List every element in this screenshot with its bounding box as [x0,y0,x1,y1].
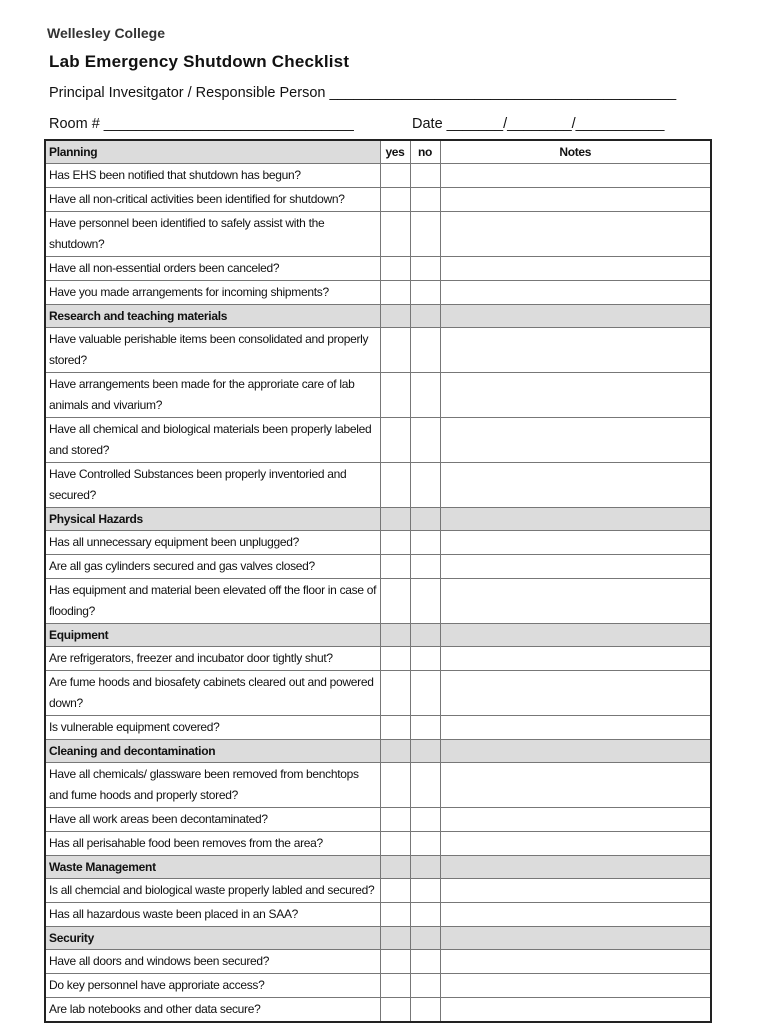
checklist-row [45,763,711,808]
no-checkbox-cell[interactable] [410,328,440,373]
section-notes-cell [440,740,711,763]
question-text: Are all gas cylinders secured and gas valves closed? [45,555,380,579]
notes-cell[interactable] [440,188,711,212]
checklist-row [45,531,711,555]
notes-cell[interactable] [440,373,711,418]
yes-checkbox-cell[interactable] [380,188,410,212]
section-yes-cell [380,927,410,950]
section-yes-cell [380,508,410,531]
section-notes-cell [440,305,711,328]
section-yes-cell [380,305,410,328]
yes-checkbox-cell[interactable] [380,647,410,671]
no-checkbox-cell[interactable] [410,418,440,463]
notes-cell[interactable] [440,212,711,257]
section-no-cell [410,740,440,763]
checklist-row [45,832,711,856]
notes-cell[interactable] [440,555,711,579]
checklist-row [45,716,711,740]
notes-cell[interactable] [440,763,711,808]
checklist-row [45,579,711,624]
checklist-row [45,164,711,188]
checklist-row [45,257,711,281]
page-title: Lab Emergency Shutdown Checklist [49,52,350,71]
section-notes-cell [440,927,711,950]
no-column-header: no [410,140,440,164]
question-text: Is all chemcial and biological waste properly labled and secured? [45,879,380,903]
no-checkbox-cell[interactable] [410,188,440,212]
section-yes-cell [380,740,410,763]
section-header-row [45,305,711,328]
section-title: Physical Hazards [45,508,380,531]
question-text: Have all doors and windows been secured? [45,950,380,974]
question-text: Have all non-essential orders been canceled? [45,257,380,281]
question-text: Are fume hoods and biosafety cabinets cleared out and powered down? [45,671,380,716]
yes-checkbox-cell[interactable] [380,974,410,998]
checklist-row [45,974,711,998]
notes-cell[interactable] [440,257,711,281]
notes-cell[interactable] [440,281,711,305]
section-title: Cleaning and decontamination [45,740,380,763]
question-text: Have you made arrangements for incoming shipments? [45,281,380,305]
checklist-row [45,903,711,927]
section-no-cell [410,856,440,879]
notes-cell[interactable] [440,463,711,508]
section-header-row [45,508,711,531]
no-checkbox-cell[interactable] [410,903,440,927]
yes-checkbox-cell[interactable] [380,531,410,555]
yes-checkbox-cell[interactable] [380,164,410,188]
section-notes-cell [440,624,711,647]
checklist-row [45,998,711,1023]
question-text: Are refrigerators, freezer and incubator door tightly shut? [45,647,380,671]
yes-checkbox-cell[interactable] [380,998,410,1023]
no-checkbox-cell[interactable] [410,998,440,1023]
notes-cell[interactable] [440,903,711,927]
section-notes-cell [440,508,711,531]
no-checkbox-cell[interactable] [410,716,440,740]
question-text: Has all perisahable food been removes from the area? [45,832,380,856]
checklist-row [45,281,711,305]
no-checkbox-cell[interactable] [410,808,440,832]
no-checkbox-cell[interactable] [410,212,440,257]
question-text: Has all hazardous waste been placed in an SAA? [45,903,380,927]
no-checkbox-cell[interactable] [410,832,440,856]
no-checkbox-cell[interactable] [410,531,440,555]
yes-checkbox-cell[interactable] [380,281,410,305]
yes-checkbox-cell[interactable] [380,555,410,579]
question-text: Have personnel been identified to safely assist with the shutdown? [45,212,380,257]
checklist-row [45,647,711,671]
section-title: Planning [45,140,380,164]
checklist-row [45,212,711,257]
checklist-row [45,879,711,903]
question-text: Do key personnel have approriate access? [45,974,380,998]
section-header-row [45,856,711,879]
yes-checkbox-cell[interactable] [380,716,410,740]
question-text: Have all chemical and biological materials been properly labeled and stored? [45,418,380,463]
no-checkbox-cell[interactable] [410,555,440,579]
notes-cell[interactable] [440,950,711,974]
no-checkbox-cell[interactable] [410,373,440,418]
yes-column-header: yes [380,140,410,164]
date-field[interactable]: Date _______/________/___________ [412,116,665,132]
checklist-row [45,950,711,974]
yes-checkbox-cell[interactable] [380,212,410,257]
yes-checkbox-cell[interactable] [380,579,410,624]
notes-cell[interactable] [440,832,711,856]
no-checkbox-cell[interactable] [410,647,440,671]
section-title: Equipment [45,624,380,647]
notes-cell[interactable] [440,671,711,716]
yes-checkbox-cell[interactable] [380,763,410,808]
section-header-row [45,927,711,950]
question-text: Has all unnecessary equipment been unplugged? [45,531,380,555]
checklist-row [45,328,711,373]
yes-checkbox-cell[interactable] [380,903,410,927]
section-header-row [45,740,711,763]
checklist-row [45,418,711,463]
checklist-body [45,140,711,1022]
no-checkbox-cell[interactable] [410,257,440,281]
checklist-row [45,671,711,716]
no-checkbox-cell[interactable] [410,974,440,998]
section-no-cell [410,305,440,328]
yes-checkbox-cell[interactable] [380,879,410,903]
yes-checkbox-cell[interactable] [380,808,410,832]
no-checkbox-cell[interactable] [410,164,440,188]
yes-checkbox-cell[interactable] [380,463,410,508]
question-text: Have Controlled Substances been properly inventoried and secured? [45,463,380,508]
question-text: Have arrangements been made for the approriate care of lab animals and vivarium? [45,373,380,418]
notes-cell[interactable] [440,164,711,188]
yes-checkbox-cell[interactable] [380,373,410,418]
principal-investigator-field[interactable]: Principal Invesitgator / Responsible Person ___________________________________________ [49,85,677,101]
no-checkbox-cell[interactable] [410,463,440,508]
room-number-field[interactable]: Room # _______________________________ [49,116,354,132]
section-title: Research and teaching materials [45,305,380,328]
notes-cell[interactable] [440,531,711,555]
question-text: Have valuable perishable items been consolidated and properly stored? [45,328,380,373]
no-checkbox-cell[interactable] [410,950,440,974]
no-checkbox-cell[interactable] [410,763,440,808]
section-notes-cell [440,856,711,879]
notes-cell[interactable] [440,418,711,463]
no-checkbox-cell[interactable] [410,579,440,624]
section-header-row [45,624,711,647]
yes-checkbox-cell[interactable] [380,671,410,716]
section-yes-cell [380,624,410,647]
question-text: Have all chemicals/ glassware been removed from benchtops and fume hoods and properly stored? [45,763,380,808]
no-checkbox-cell[interactable] [410,671,440,716]
notes-cell[interactable] [440,328,711,373]
checklist-row [45,555,711,579]
no-checkbox-cell[interactable] [410,879,440,903]
yes-checkbox-cell[interactable] [380,832,410,856]
section-no-cell [410,624,440,647]
question-text: Have all non-critical activities been identified for shutdown? [45,188,380,212]
notes-cell[interactable] [440,579,711,624]
section-header-row [45,140,711,164]
yes-checkbox-cell[interactable] [380,950,410,974]
yes-checkbox-cell[interactable] [380,418,410,463]
notes-cell[interactable] [440,808,711,832]
question-text: Are lab notebooks and other data secure? [45,998,380,1023]
checklist-row [45,808,711,832]
section-title: Security [45,927,380,950]
checklist-table [44,139,712,1023]
section-no-cell [410,927,440,950]
checklist-row [45,463,711,508]
notes-cell[interactable] [440,716,711,740]
question-text: Has equipment and material been elevated off the floor in case of flooding? [45,579,380,624]
notes-cell[interactable] [440,998,711,1023]
question-text: Is vulnerable equipment covered? [45,716,380,740]
yes-checkbox-cell[interactable] [380,257,410,281]
question-text: Has EHS been notified that shutdown has begun? [45,164,380,188]
checklist-row [45,188,711,212]
checklist-row [45,373,711,418]
question-text: Have all work areas been decontaminated? [45,808,380,832]
organization-name: Wellesley College [47,25,166,41]
notes-cell[interactable] [440,647,711,671]
section-yes-cell [380,856,410,879]
yes-checkbox-cell[interactable] [380,328,410,373]
notes-cell[interactable] [440,974,711,998]
no-checkbox-cell[interactable] [410,281,440,305]
notes-cell[interactable] [440,879,711,903]
section-no-cell [410,508,440,531]
notes-column-header: Notes [440,140,711,164]
section-title: Waste Management [45,856,380,879]
